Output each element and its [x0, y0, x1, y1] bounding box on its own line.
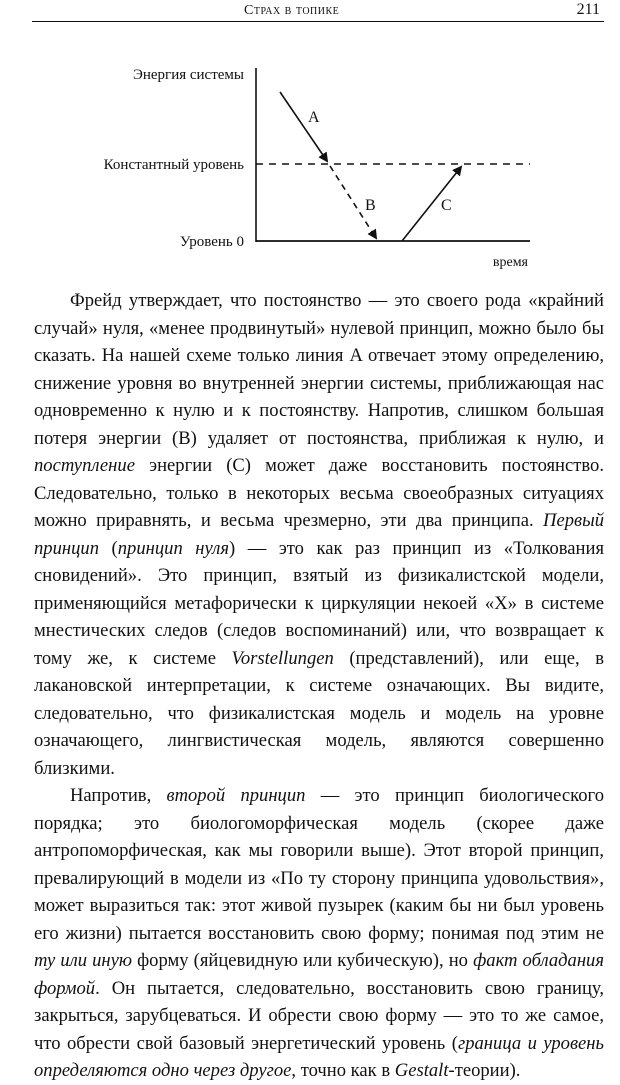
label-line-c: C: [441, 197, 452, 214]
diagram-svg: [0, 40, 620, 280]
label-constant-level: Константный уровень: [103, 157, 244, 173]
label-zero-level: Уровень 0: [179, 234, 244, 250]
p1-italic-1: поступление: [34, 455, 135, 476]
p1-italic-2: Первый принцип: [34, 510, 604, 559]
p2-text-2: — это принцип биологического порядка; это биологоморфическая модель (скорее даже антропоморфическая, как мы говорили выше). Этот второй принцип, превалирующий в модели из «По ту сторону принципа удовольствия», может выразиться так: этот живой пузырек (каким бы ни был уровень его жизни) пытается восстановить свою форму; понимая под этим не: [34, 785, 604, 944]
body-text: [34, 287, 604, 1085]
p1-text-5: (представлений), или еще, в лакановской интерпретации, к системе означающих. Вы видите, следовательно, что физикалистская модель и модель на уровне означающего, лингвистическая модель, являются совершенно близкими.: [34, 647, 604, 779]
p2-italic-1: второй принцип: [166, 785, 306, 806]
label-line-b: B: [365, 197, 376, 214]
p2-text-6: -теории).: [448, 1060, 521, 1081]
line-c: [402, 167, 461, 241]
p1-text-1: Фрейд утверждает, что постоянство — это своего рода «крайний случай» нуля, «менее продвинутый» нулевой принцип, можно было бы сказать. На нашей схеме только линия A отвечает этому определению, снижение уровня во внутренней энергии системы, приближающая нас одновременно к нулю и к постоянству. Напротив, слишком большая потеря энергии (B) удаляет от постоянства, приближая к нулю, и: [34, 290, 604, 449]
p2-italic-4: граница и уровень определяются одно через другое: [34, 1032, 604, 1081]
paragraph-2: [34, 782, 604, 1085]
label-energy: Энергия системы: [132, 67, 244, 83]
p1-text-2: энергии (C) может даже восстановить постоянство. Следовательно, только в некоторых весьма своеобразных ситуациях можно приравнять, и весьма чрезмерно, эти два принципа.: [34, 455, 604, 531]
paragraph-1: [34, 287, 604, 782]
p1-text-4: ) — это как раз принцип из «Толкования сновидений». Это принцип, взятый из физикалистской модели, применяющийся метафорически к циркуляции некоей «X» в системе мнестических следов (следов воспоминаний) или, что возвращает к тому же, к системе: [34, 537, 605, 669]
p1-italic-4: Vorstellungen: [231, 647, 334, 669]
p2-text-3: форму (яйцевидную или кубическую), но: [132, 950, 474, 971]
p2-text-4: . Он пытается, следовательно, восстановить свою границу, закрыться, зарубцеваться. И обрести свою форму — это то же самое, что обрести свой базовый энергетический уровень (: [34, 977, 604, 1054]
p1-italic-3: принцип нуля: [117, 537, 229, 559]
running-header: [32, 0, 604, 24]
page-number: 211: [576, 1, 600, 18]
p2-italic-3: факт обладания формой: [34, 950, 604, 999]
chapter-title: Страх в топике: [244, 3, 340, 18]
line-a: [280, 92, 327, 161]
header-rule: [32, 21, 604, 22]
p2-text-5: , точно как в: [291, 1060, 395, 1081]
energy-level-diagram: [0, 40, 620, 280]
label-time: время: [492, 255, 528, 270]
p2-italic-5: Gestalt: [394, 1060, 449, 1081]
p2-text-1: Напротив,: [70, 785, 167, 806]
p1-text-3: (: [99, 537, 118, 559]
label-line-a: A: [308, 109, 320, 126]
p2-italic-2: ту или иную: [34, 950, 133, 971]
